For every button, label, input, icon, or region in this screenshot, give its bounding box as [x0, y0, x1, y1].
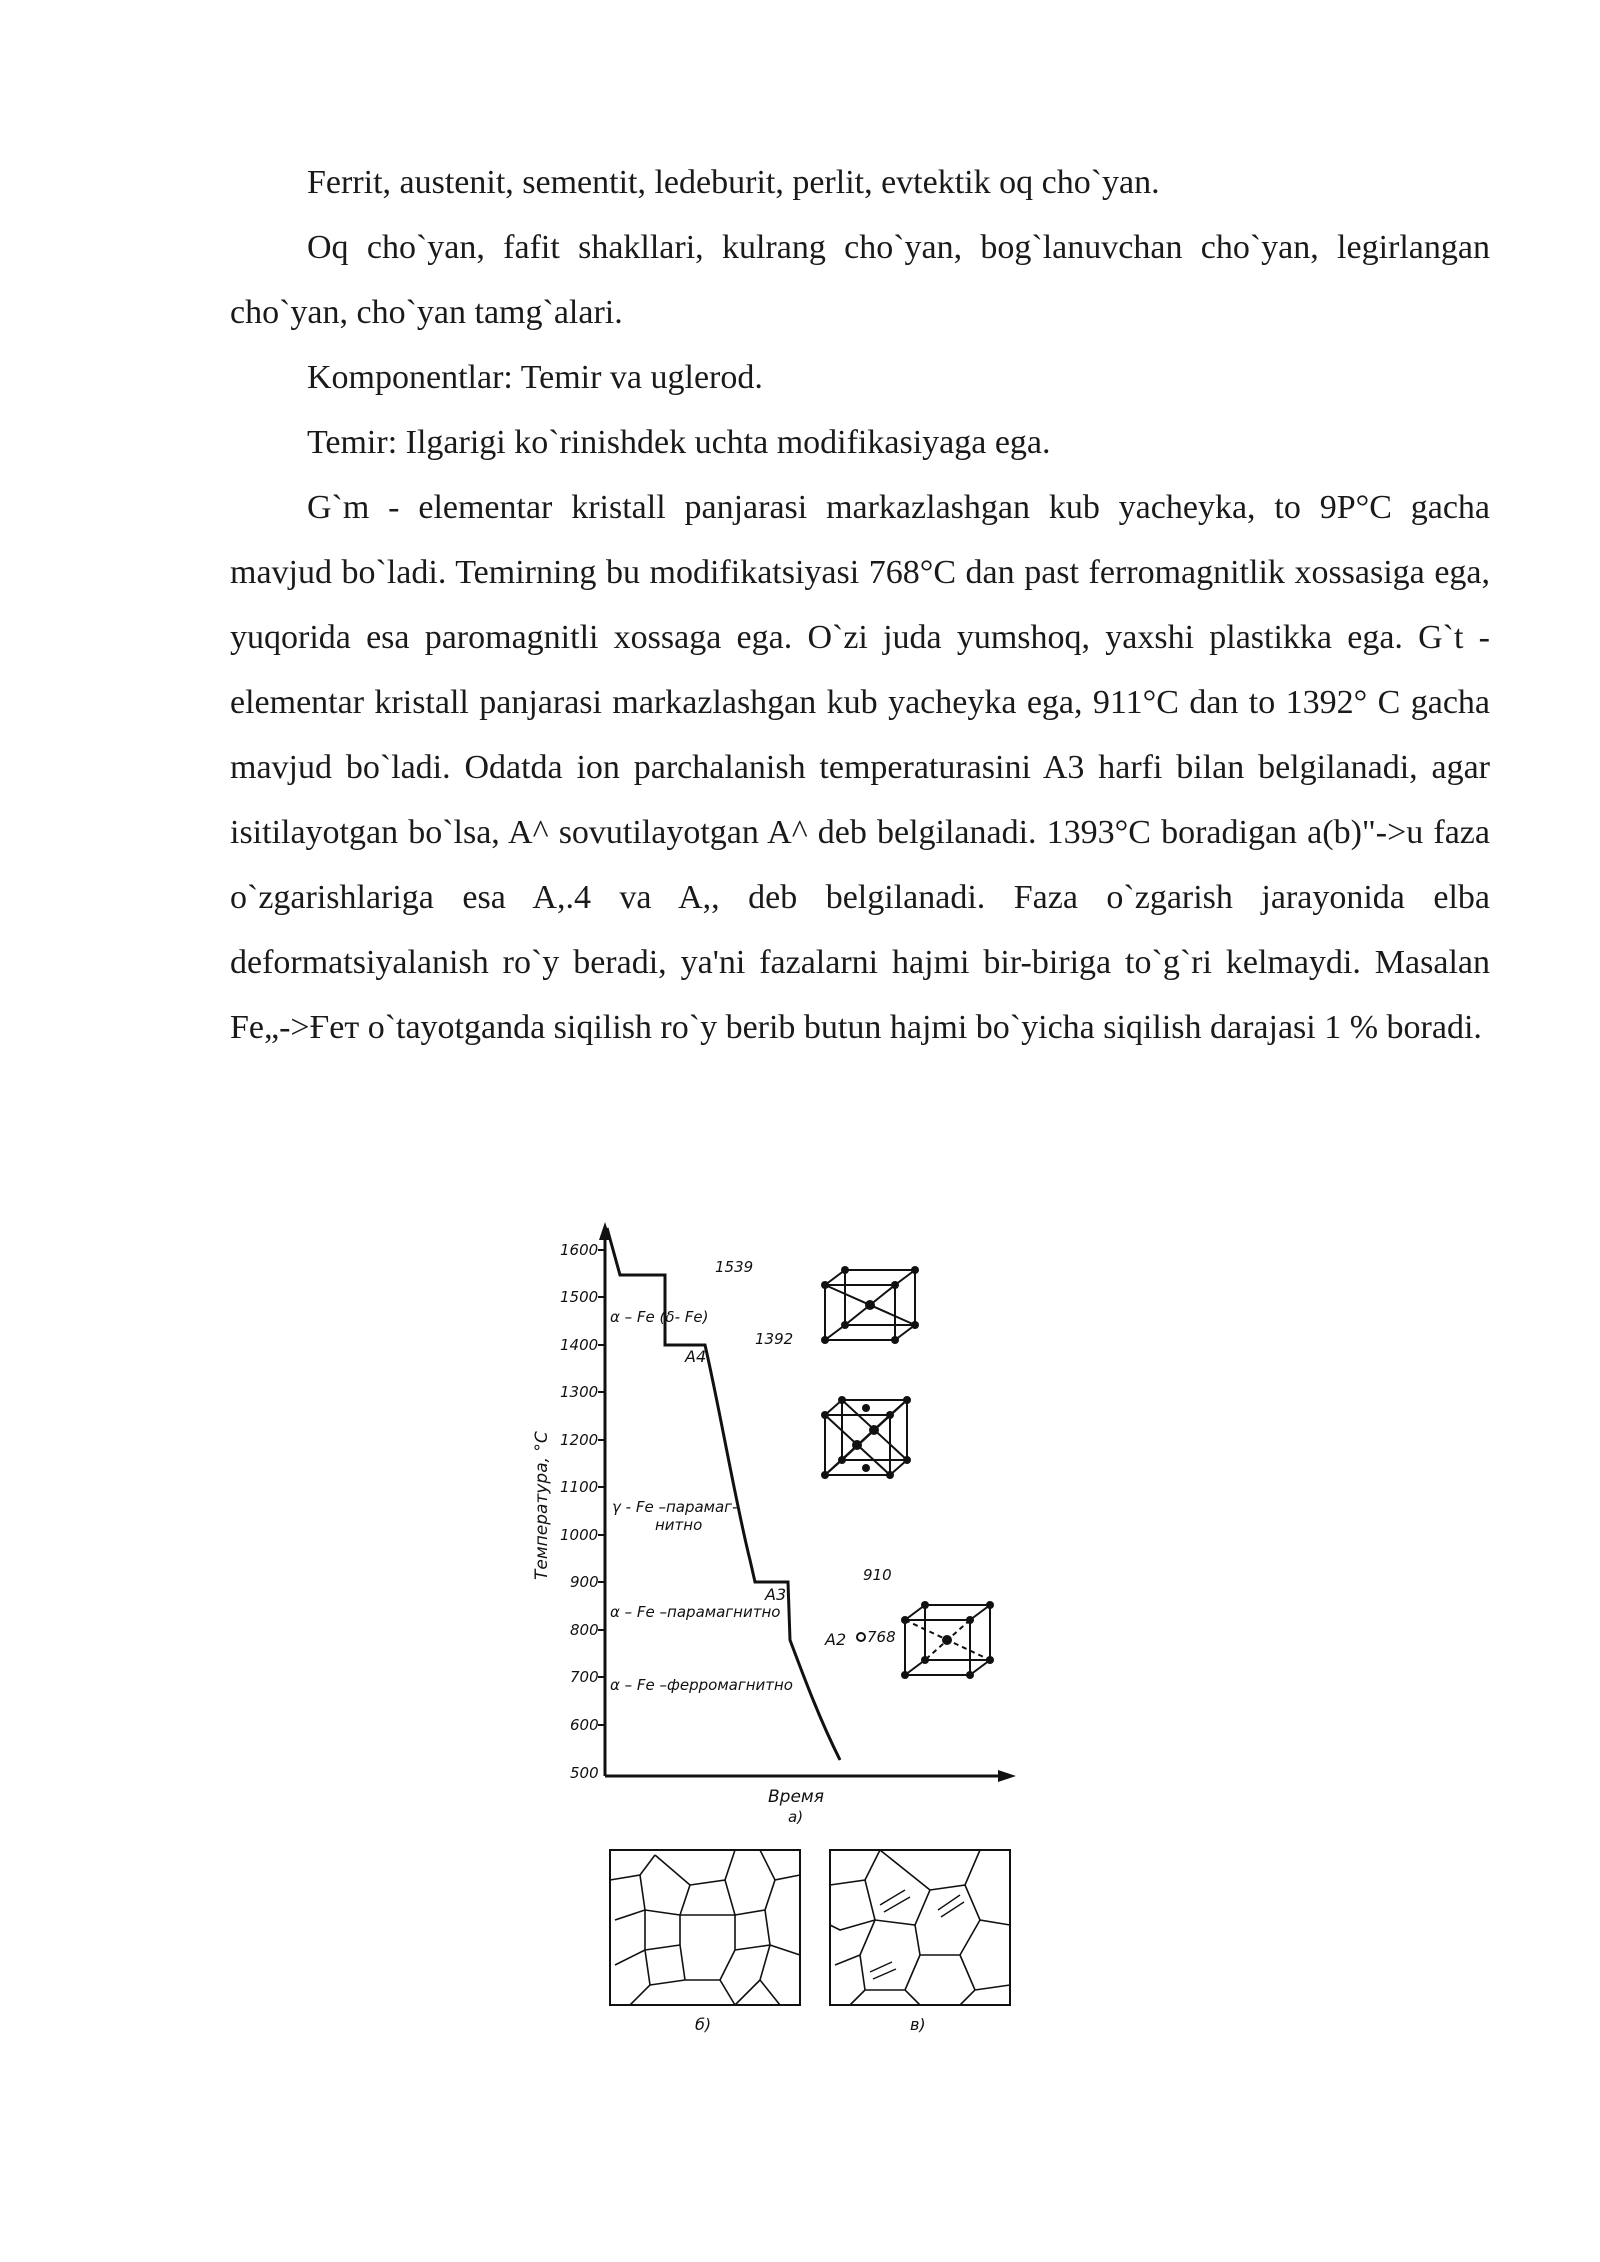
paragraph-1: Ferrit, austenit, sementit, ledeburit, perlit, evtektik oq cho`yan.	[307, 164, 1160, 201]
y-tick-label-800: 800	[570, 1621, 599, 1639]
y-axis-label: Температура, °C	[532, 1431, 552, 1580]
y-tick-label-1400: 1400	[560, 1336, 599, 1354]
y-tick-label-500: 500	[570, 1764, 599, 1782]
point-label-910: 910	[863, 1566, 892, 1584]
microstructure-panel-c	[830, 1850, 1010, 2005]
phase-label-alpha-paramagnetic: α – Fe –парамагнитно	[610, 1603, 781, 1621]
paragraph-5: G`m - elementar kristall panjarasi markazlashgan kub yacheyka, to 9P°C gacha mavjud bo`ladi. Temirning bu modifikatsiyasi 768°C dan past ferromagnitlik xossasiga ega, yuqorida esa paromagnitli xossaga ega. O`zi juda yumshoq, yaxshi plastikka ega. G`t - elementar kristall panjarasi markazlashgan kub yacheyka ega, 911°C dan to 1392° C gacha mavjud bo`ladi. Odatda ion parchalanish temperaturasini A3 harfi bilan belgilanadi, agar isitilayotgan bo`lsa, A^ sovutilayotgan A^ deb belgilanadi. 1393°C boradigan a(b)"->u faza o`zgarishlariga esa A,.4 va A,, deb belgilanadi. Faza o`zgarish jarayonida elba deformatsiyalanish ro`y beradi, ya'ni fazalarni hajmi bir-biriga to`g`ri kelmaydi. Masalan Fe„->Ғет o`tayotganda siqilish ro`y berib butun hajmi bo`yicha siqilish darajasi 1 % boradi.	[230, 489, 1490, 1046]
phase-label-delta-iron: α – Fe (δ- Fe)	[610, 1308, 709, 1326]
figure-svg	[520, 1220, 1040, 2040]
point-label-768: 768	[867, 1628, 896, 1646]
sublabel-a: a)	[788, 1808, 804, 1826]
y-tick-label-1100: 1100	[560, 1478, 599, 1496]
x-axis-label: Время	[768, 1787, 824, 1807]
point-label-1539: 1539	[715, 1258, 754, 1276]
phase-label-gamma-iron-line1: γ - Fe –парамаг-	[612, 1498, 738, 1516]
paragraph-4: Temir: Ilgarigi ko`rinishdek uchta modifikasiyaga ega.	[307, 424, 1051, 461]
phase-label-alpha-ferromagnetic: α – Fe –ферромагнитно	[610, 1676, 793, 1694]
curie-point-marker	[857, 1633, 865, 1641]
transition-label-a3: A3	[765, 1585, 787, 1604]
sublabel-c: в)	[910, 2015, 926, 2034]
y-tick-label-1300: 1300	[560, 1383, 599, 1401]
y-tick-label-900: 900	[570, 1573, 599, 1591]
paragraph-3: Komponentlar: Temir va uglerod.	[307, 359, 763, 396]
y-tick-label-1200: 1200	[560, 1431, 599, 1449]
y-tick-label-1500: 1500	[560, 1288, 599, 1306]
transition-label-a2: A2	[825, 1630, 847, 1649]
phase-label-gamma-iron-line2: нитно	[655, 1516, 703, 1534]
bcc-lattice-icon-alpha	[901, 1601, 994, 1679]
fcc-lattice-icon-gamma	[821, 1396, 911, 1479]
microstructure-panel-b	[610, 1850, 800, 2005]
transition-label-a4: A4	[685, 1347, 707, 1366]
y-tick-label-700: 700	[570, 1668, 599, 1686]
x-axis-arrow	[998, 1770, 1016, 1782]
paragraph-2: Oq cho`yan, fafit shakllari, kulrang cho`yan, bog`lanuvchan cho`yan, legirlangan cho`yan, cho`yan tamg`alari.	[230, 229, 1490, 331]
iron-cooling-curve-figure	[520, 1220, 1040, 2040]
body-text	[230, 150, 1490, 1060]
y-tick-label-1000: 1000	[560, 1526, 599, 1544]
sublabel-b: б)	[695, 2015, 712, 2034]
point-label-1392: 1392	[755, 1330, 794, 1348]
y-tick-label-1600: 1600	[560, 1241, 599, 1259]
bcc-lattice-icon-delta	[821, 1266, 919, 1344]
y-tick-label-600: 600	[570, 1716, 599, 1734]
